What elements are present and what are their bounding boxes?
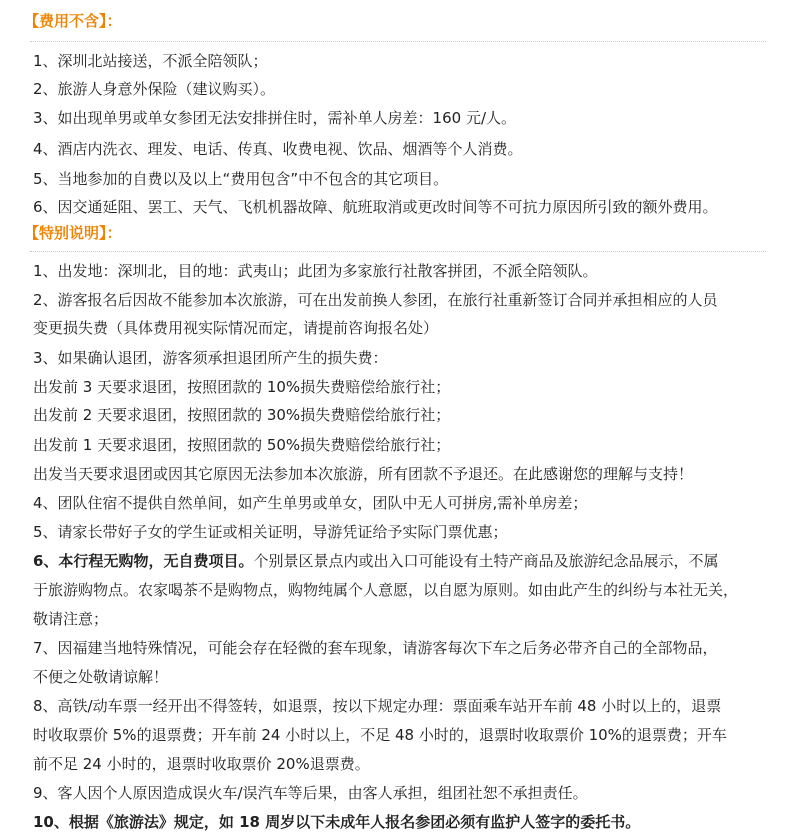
fee-item-6: 6、因交通延阻、罢工、天气、飞机机器故障、航班取消或更改时间等不可抗力原因所引致的额外费用。 (33, 198, 718, 216)
note-item-10: 10、根据《旅游法》规定，如 18 周岁以下未成年人报名参团必须有监护人签字的委托书。 (33, 813, 641, 831)
no-shopping-highlight: 6、本行程无购物，无自费项目。 (33, 552, 254, 570)
note-line: 前不足 24 小时的，退票时收取票价 20%退票费。 (33, 755, 370, 773)
section-divider (30, 251, 766, 252)
note-line: 出发当天要求退团或因其它原因无法参加本次旅游，所有团款不予退还。在此感谢您的理解与支持！ (33, 465, 694, 483)
note-line: 4、团队住宿不提供自然单间，如产生单男或单女，团队中无人可拼房,需补单房差； (33, 494, 588, 512)
note-line: 7、因福建当地特殊情况，可能会存在轻微的套车现象，请游客每次下车之后务必带齐自己的全部物品， (33, 639, 718, 657)
note-line: 出发前 3 天要求退团，按照团款的 10%损失费赔偿给旅行社； (33, 378, 451, 396)
note-line: 于旅游购物点。农家喝茶不是购物点，购物纯属个人意愿，以自愿为原则。如由此产生的纠纷与本社无关， (33, 581, 739, 599)
note-line: 出发前 1 天要求退团，按照团款的 50%损失费赔偿给旅行社； (33, 436, 451, 454)
note-line: 1、出发地：深圳北，目的地：武夷山；此团为多家旅行社散客拼团，不派全陪领队。 (33, 262, 598, 280)
note-line: 变更损失费（具体费用视实际情况而定，请提前咨询报名处） (33, 319, 439, 337)
note-line: 2、游客报名后因故不能参加本次旅游，可在出发前换人参团，在旅行社重新签订合同并承担相应的人员 (33, 291, 718, 309)
note-line: 时收取票价 5%的退票费；开车前 24 小时以上，不足 48 小时的，退票时收取票价 10%的退票费；开车 (33, 726, 727, 744)
special-notes-title: 【特别说明】： (24, 224, 122, 242)
note-line: 8、高铁/动车票一经开出不得签转，如退票，按以下规定办理：票面乘车站开车前 48 小时以上的，退票 (33, 697, 722, 715)
note-line: 5、请家长带好子女的学生证或相关证明，导游凭证给予实际门票优惠； (33, 523, 508, 541)
fee-item-5: 5、当地参加的自费以及以上“费用包含”中不包含的其它项目。 (33, 170, 449, 188)
note-item-6 (33, 551, 718, 571)
fee-item-4: 4、酒店内洗衣、理发、电话、传真、收费电视、饮品、烟酒等个人消费。 (33, 140, 523, 158)
section-divider (30, 41, 766, 42)
note-line: 3、如果确认退团，游客须承担退团所产生的损失费： (33, 349, 388, 367)
note-line: 9、客人因个人原因造成误火车/误汽车等后果，由客人承担，组团社恕不承担责任。 (33, 784, 588, 802)
fee-item-3: 3、如出现单男或单女参团无法安排拼住时，需补单人房差：160 元/人。 (33, 109, 516, 127)
note-line: 不便之处敬请谅解！ (33, 668, 169, 686)
note-line: 出发前 2 天要求退团，按照团款的 30%损失费赔偿给旅行社； (33, 406, 451, 424)
fee-item-1: 1、深圳北站接送，不派全陪领队； (33, 52, 268, 70)
note-item-6-text: 个别景区景点内或出入口可能设有土特产商品及旅游纪念品展示，不属 (253, 552, 719, 570)
note-line: 敬请注意； (33, 610, 109, 628)
fees-excluded-title: 【费用不含】： (24, 12, 122, 30)
fee-item-2: 2、旅游人身意外保险（建议购买）。 (33, 80, 276, 98)
